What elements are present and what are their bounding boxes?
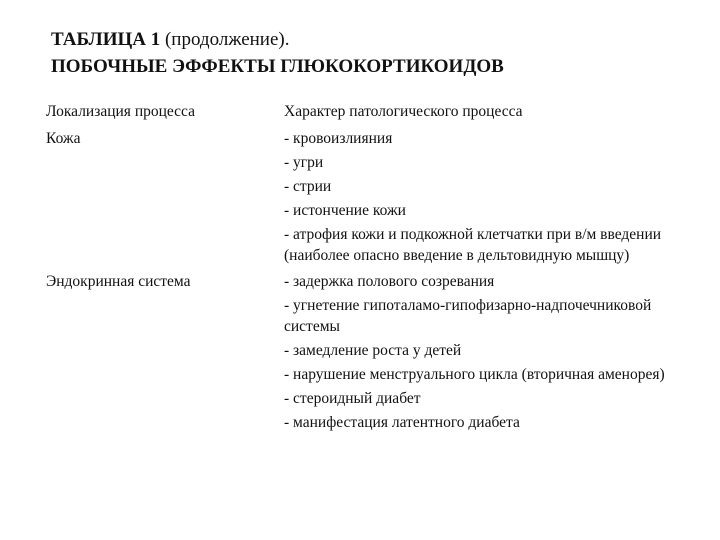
row-location-skin: Кожа: [46, 130, 81, 147]
title-line-2: ПОБОЧНЫЕ ЭФФЕКТЫ ГЛЮКОКОРТИКОИДОВ: [51, 56, 504, 77]
title-table-number: ТАБЛИЦА 1: [51, 29, 161, 50]
list-item: - угри: [284, 154, 324, 171]
list-item: - манифестация латентного диабета: [284, 414, 520, 431]
list-item: - истончение кожи: [284, 202, 406, 219]
list-item: - замедление роста у детей: [284, 342, 462, 359]
row-effects-endocrine: [284, 271, 676, 436]
table-row: [46, 271, 676, 436]
list-item: - атрофия кожи и подкожной клетчатки при в/м введении (наиболее опасно введение в дельтовидную мышцу): [284, 226, 662, 264]
list-item: - стрии: [284, 178, 332, 195]
header-process-character: Характер патологического процесса: [284, 103, 523, 120]
list-item: - задержка полового созревания: [284, 273, 495, 290]
header-location: Локализация процесса: [46, 103, 195, 120]
title-line-1: [51, 26, 504, 53]
list-item: - кровоизлияния: [284, 130, 393, 147]
table-title: [51, 26, 504, 80]
row-location-endocrine: Эндокринная система: [46, 273, 191, 290]
table-row: [46, 128, 676, 269]
title-continuation-note: (продолжение).: [164, 29, 290, 50]
row-effects-skin: [284, 128, 676, 269]
table-header-row: [46, 101, 676, 128]
side-effects-table: [46, 101, 676, 436]
list-item: - нарушение менструального цикла (вторичная аменорея): [284, 366, 665, 383]
list-item: - угнетение гипоталамо-гипофизарно-надпочечниковой системы: [284, 297, 652, 335]
list-item: - стероидный диабет: [284, 390, 421, 407]
